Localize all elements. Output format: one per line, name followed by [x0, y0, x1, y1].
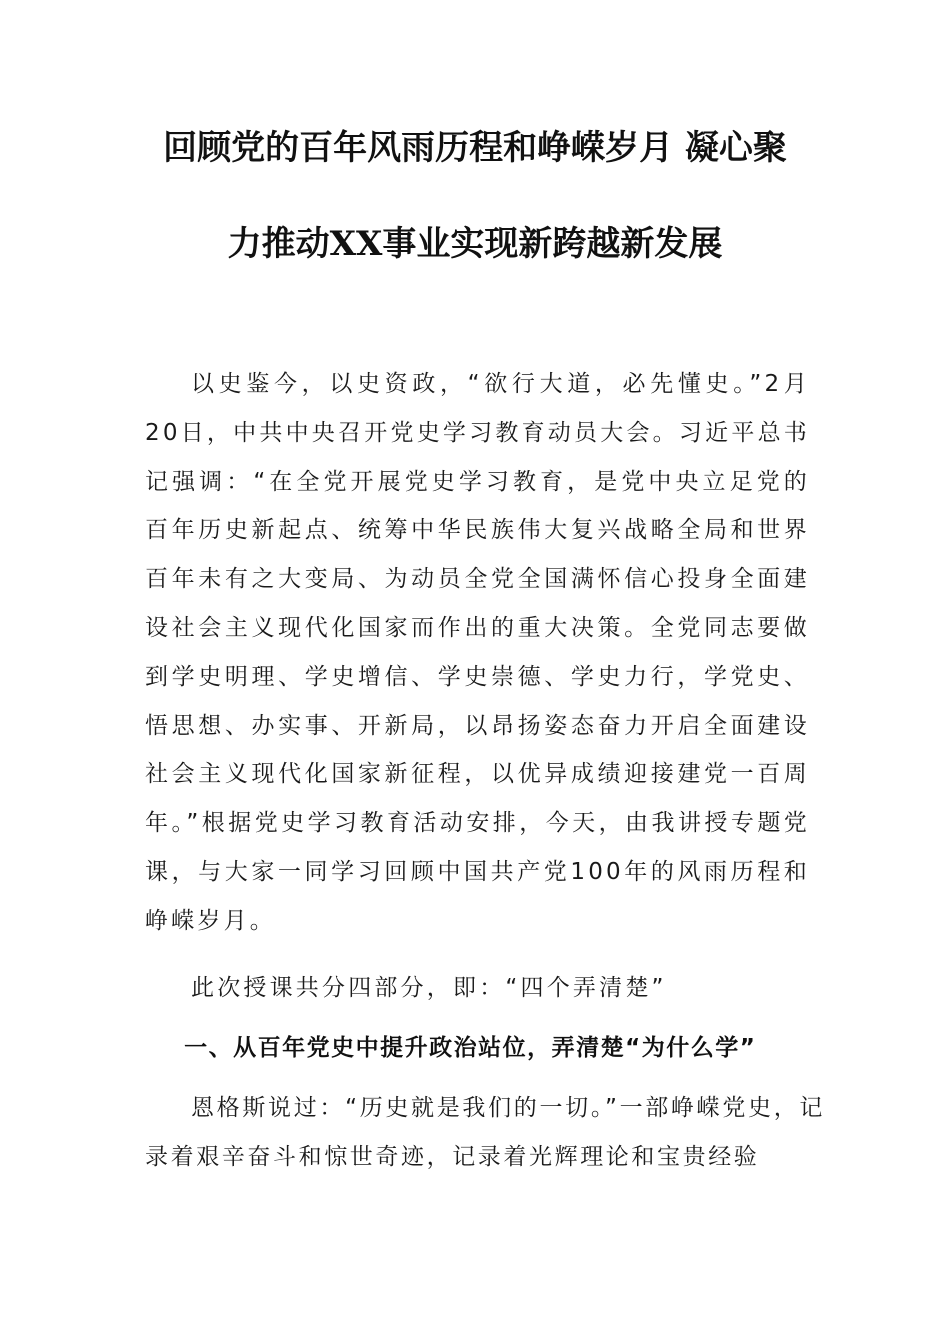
paragraph-intro: 以史鉴今，以史资政，“欲行大道，必先懂史。”2月20日，中共中央召开党史学习教育动员大会。习近平总书记强调：“在全党开展党史学习教育，是党中央立足党的百年历史新起点、统筹中华民族伟大复兴战略全局和世界百年未有之大变局、为动员全党全国满怀信心投身全面建设社会主义现代化国家而作出的重大决策。全党同志要做到学史明理、学史增信、学史崇德、学史力行，学党史、悟思想、办实事、开新局，以昂扬姿态奋力开启全面建设社会主义现代化国家新征程，以优异成绩迎接建党一百周年。”根据党史学习教育活动安排，今天，由我讲授专题党课，与大家一同学习回顾中国共产党100年的风雨历程和峥嵘岁月。	[145, 371, 810, 934]
document-title-line-1: 回顾党的百年风雨历程和峥嵘岁月 凝心聚	[163, 128, 787, 168]
document-title-line-2: 力推动XX事业实现新跨越新发展	[227, 224, 723, 264]
section-heading-1: 一、从百年党史中提升政治站位，弄清楚“为什么学”	[184, 1035, 757, 1061]
paragraph-section-1: 恩格斯说过：“历史就是我们的一切。”一部峥嵘党史，记录着艰辛奋斗和惊世奇迹，记录着光辉理论和宝贵经验	[145, 1095, 825, 1170]
paragraph-outline: 此次授课共分四部分，即：“四个弄清楚”	[191, 975, 667, 1001]
